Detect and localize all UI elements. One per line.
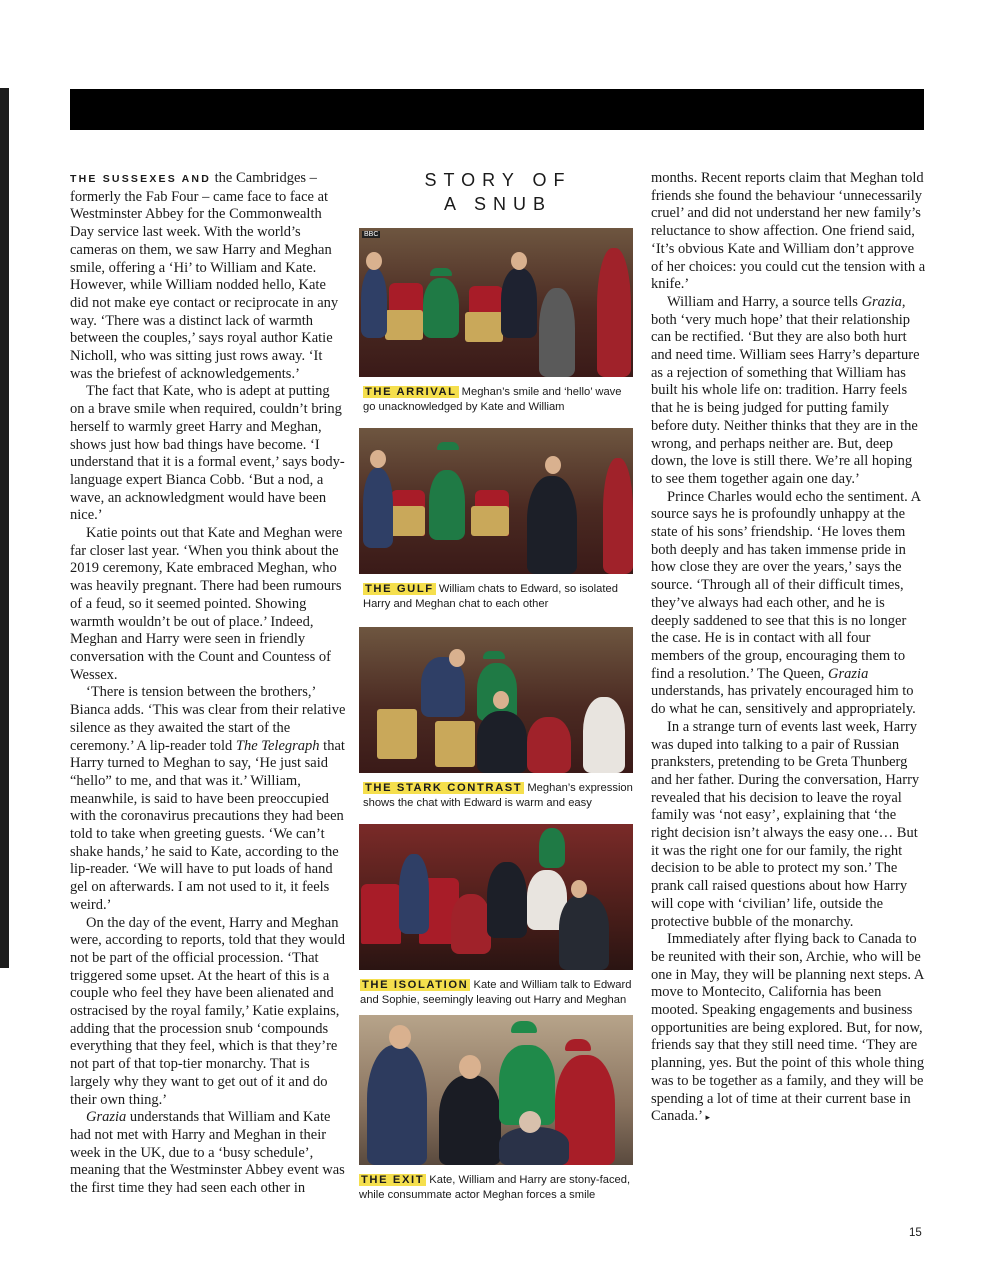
caption-text: Kate and William talk to Edward and Sophie, seemingly leaving out Harry and Meghan (360, 979, 632, 1006)
paragraph-8-text-b: , both ‘very much hope’ that their relationship can be rectified. ‘But they are also both hurt and need time. William sees Harry’s departure as a rejection of something that William has built his whole life on: tradition. Harry feels that he is being judged for putting family before duty. Neither thinks that they are in the wrong, and perhaps neither are. But, deep down, the love is still there. We’re all hoping to see them together again one day.’ (651, 293, 920, 487)
caption-text: Kate, William and Harry are stony-faced, while consummate actor Meghan forces a smile (359, 1174, 631, 1201)
caption-tag: THE STARK CONTRAST (365, 782, 523, 794)
photo-the-arrival (359, 228, 633, 377)
right-article-column (651, 170, 927, 1127)
head (511, 252, 527, 270)
left-article-column (70, 170, 346, 1198)
person-edward (501, 268, 537, 338)
lead-in: THE SUSSEXES AND (70, 173, 211, 185)
person-kate (603, 458, 633, 574)
paragraph-1-text: the Cambridges – formerly the Fab Four – came face to face at Westminster Abbey for the Commonwealth Day service last week. With the world’s cameras on them, we saw Harry and Meghan smile, offering a ‘Hi’ to William and Kate. However, while William nodded hello, Kate did not make eye contact or reciprocate in any way. ‘There was a distinct lack of warmth between the couples,’ says royal author Katie Nicholl, who was sitting just rows away. ‘It was the briefest of acknowledgements.’ (70, 170, 339, 382)
cushion (385, 310, 423, 340)
story-title-line-1: STORY OF (424, 170, 572, 190)
head (519, 1111, 541, 1133)
cushion (377, 709, 417, 759)
photo-the-exit (359, 1015, 633, 1165)
caption-the-exit (359, 1173, 637, 1202)
caption-the-gulf (363, 582, 637, 611)
publication-name: Grazia (86, 1109, 127, 1126)
header-black-bar (70, 89, 924, 130)
paragraph-9 (651, 489, 927, 719)
caption-the-stark-contrast (363, 781, 637, 810)
publication-name: The Telegraph (235, 737, 320, 754)
head (493, 691, 509, 709)
paragraph-11 (651, 931, 927, 1127)
person-edward (559, 894, 609, 970)
publication-name: Grazia (861, 293, 902, 310)
person-back (539, 288, 575, 377)
caption-tag: THE EXIT (361, 1174, 425, 1186)
hat (565, 1039, 591, 1051)
photo-the-gulf (359, 428, 633, 574)
paragraph-9-text-b: understands, has privately encouraged him to do what he can, sensitively and appropriately. (651, 683, 916, 718)
person-sophie (583, 697, 625, 773)
photo-the-stark-contrast (359, 627, 633, 773)
paragraph-4-text-a: ‘There is tension between the brothers,’ Bianca adds. ‘This was clear from their relative silence as they awaited the start of the ceremony.’ A lip-reader told (70, 684, 346, 754)
person-william (527, 476, 577, 574)
publication-name: Grazia (828, 665, 869, 682)
head (545, 456, 561, 474)
person-kate (451, 894, 491, 954)
person-harry (361, 268, 387, 338)
paragraph-4-text-b: that Harry turned to Meghan to say, ‘He just said “hello” to me, and that was it.’ William, meanwhile, is said to have been preoccupied with the coronavirus precautions they had been told to take when greeting guests. ‘We can’t shake hands,’ he said to Kate, according to the lip-reader. ‘We will have to put loads of hand gel on afterwards. I am not used to it, it feels weird.’ (70, 737, 345, 913)
caption-the-arrival (363, 385, 637, 414)
hat (511, 1021, 537, 1033)
person-kate (527, 717, 571, 773)
paragraph-3: Katie points out that Kate and Meghan were far closer last year. ‘When you think about the 2019 ceremony, Kate embraced Meghan, who was heavily pregnant. There had been rumours of a feud, so it seemed pointed. Showing warmth wouldn’t be out of place.’ Indeed, Meghan and Harry were seen in friendly conversation with the Count and Countess of Wessex. (70, 525, 343, 683)
story-title-line-2: A SNUB (443, 194, 553, 214)
person-william (477, 711, 527, 773)
caption-text: Meghan’s expression shows the chat with Edward is warm and easy (363, 782, 633, 809)
hat (483, 651, 505, 659)
hat (437, 442, 459, 450)
photo-the-isolation (359, 824, 633, 970)
end-of-article-mark: ▸ (705, 1112, 711, 1123)
broadcaster-badge: BBC (364, 231, 379, 238)
head (449, 649, 465, 667)
head (459, 1055, 481, 1079)
caption-the-isolation (360, 978, 637, 1007)
person-harry (399, 854, 429, 934)
paragraph-8-text-a: William and Harry, a source tells (667, 293, 862, 310)
paragraph-6-text: understands that William and Kate had not met with Harry and Meghan in their week in the UK, due to a ‘busy schedule’, meaning that the Westminster Abbey event was the first time they had seen each other in (70, 1109, 345, 1197)
photo-story-column (359, 168, 637, 1202)
head (571, 880, 587, 898)
caption-text: Meghan’s smile and ‘hello’ wave go unacknowledged by Kate and William (363, 386, 622, 413)
cushion (471, 506, 509, 536)
person-kate (597, 248, 631, 377)
paragraph-8 (651, 294, 927, 489)
cushion (435, 721, 475, 767)
paragraph-7: months. Recent reports claim that Meghan told friends she found the behaviour ‘unnecessarily cruel’ and did not understand her new family’s reluctance to show affection. One friend said, ‘It’s obvious Kate and William don’t approve of her choices: you could cut the tension with a knife.’ (651, 170, 926, 293)
person-meghan (429, 470, 465, 540)
chair (361, 884, 401, 944)
head (389, 1025, 411, 1049)
paragraph-10: In a strange turn of events last week, Harry was duped into talking to a pair of Russian pranksters, pretending to be Greta Thunberg and her father. During the conversation, Harry revealed that his decision to leave the royal family was ‘not easy’, explaining that ‘the right decision isn’t always the easy one… But it was the right one for our family, the right decision to be able to protect my son.’ The prank call raised questions about how Harry will cope with ‘civilian’ life, outside the protective bubble of the monarchy. (651, 718, 920, 930)
hat (430, 268, 452, 276)
person-meghan (423, 278, 459, 338)
person-charles (499, 1127, 569, 1165)
story-title (359, 168, 637, 216)
paragraph-9-text-a: Prince Charles would echo the sentiment. A source says he is profoundly unhappy at the state of his sons’ friendship. ‘He loves them both deeply and has taken immense pride in how close they are over the years,’ says the source. ‘Through all of their difficult times, they’ve always had each other, and he is deeply saddened to see that this is no longer the case. He is in contact with all four members of the group, encouraging them to find a resolution.’ The Queen, (651, 488, 921, 682)
person-william (439, 1075, 501, 1165)
cushion (465, 312, 503, 342)
head (366, 252, 382, 270)
person-meghan (539, 828, 565, 868)
paragraph-2: The fact that Kate, who is adept at putting on a brave smile when required, couldn’t bring herself to warmly greet Harry and Meghan, shows just how bad things have become. ‘I understand that it is a formal event,’ says body-language expert Bianca Cobb. ‘But a nod, a wave, an acknowledgment would have been nice.’ (70, 383, 345, 524)
paragraph-11-text: Immediately after flying back to Canada to be reunited with their son, Archie, who will be one in May, they will be planning next steps. A move to Montecito, California has been mooted. Speaking engagements and business opportunities are being explored. But, for now, friends say that they still need time. ‘They are planning, yes. But the point of this whole thing was to be together as a family, and they will be spending a lot of time at their current base in Canada.’ (651, 931, 925, 1125)
caption-text: William chats to Edward, so isolated Harry and Meghan chat to each other (363, 583, 618, 610)
paragraph-5: On the day of the event, Harry and Meghan were, according to reports, told that they would not be part of the official procession. ‘That triggered some upset. At the heart of this is a couple who feel they have been alienated and ostracised by the royal family,’ Katie explains, adding that the procession snub ‘compounds everything that they feel, which is that they’re not part of that top-tier monarchy. That is largely why they want to get out of it and do their own thing.’ (70, 914, 346, 1108)
page-number: 15 (909, 1227, 922, 1239)
paragraph-4 (70, 684, 346, 914)
person-william (487, 862, 527, 938)
head (370, 450, 386, 468)
caption-tag: THE ARRIVAL (365, 386, 457, 398)
page-edge-photo-strip (0, 88, 9, 968)
caption-tag: THE GULF (365, 583, 434, 595)
paragraph-1 (70, 170, 346, 383)
caption-tag: THE ISOLATION (362, 979, 469, 991)
person-harry (363, 468, 393, 548)
person-harry (367, 1045, 427, 1165)
paragraph-6 (70, 1109, 346, 1198)
